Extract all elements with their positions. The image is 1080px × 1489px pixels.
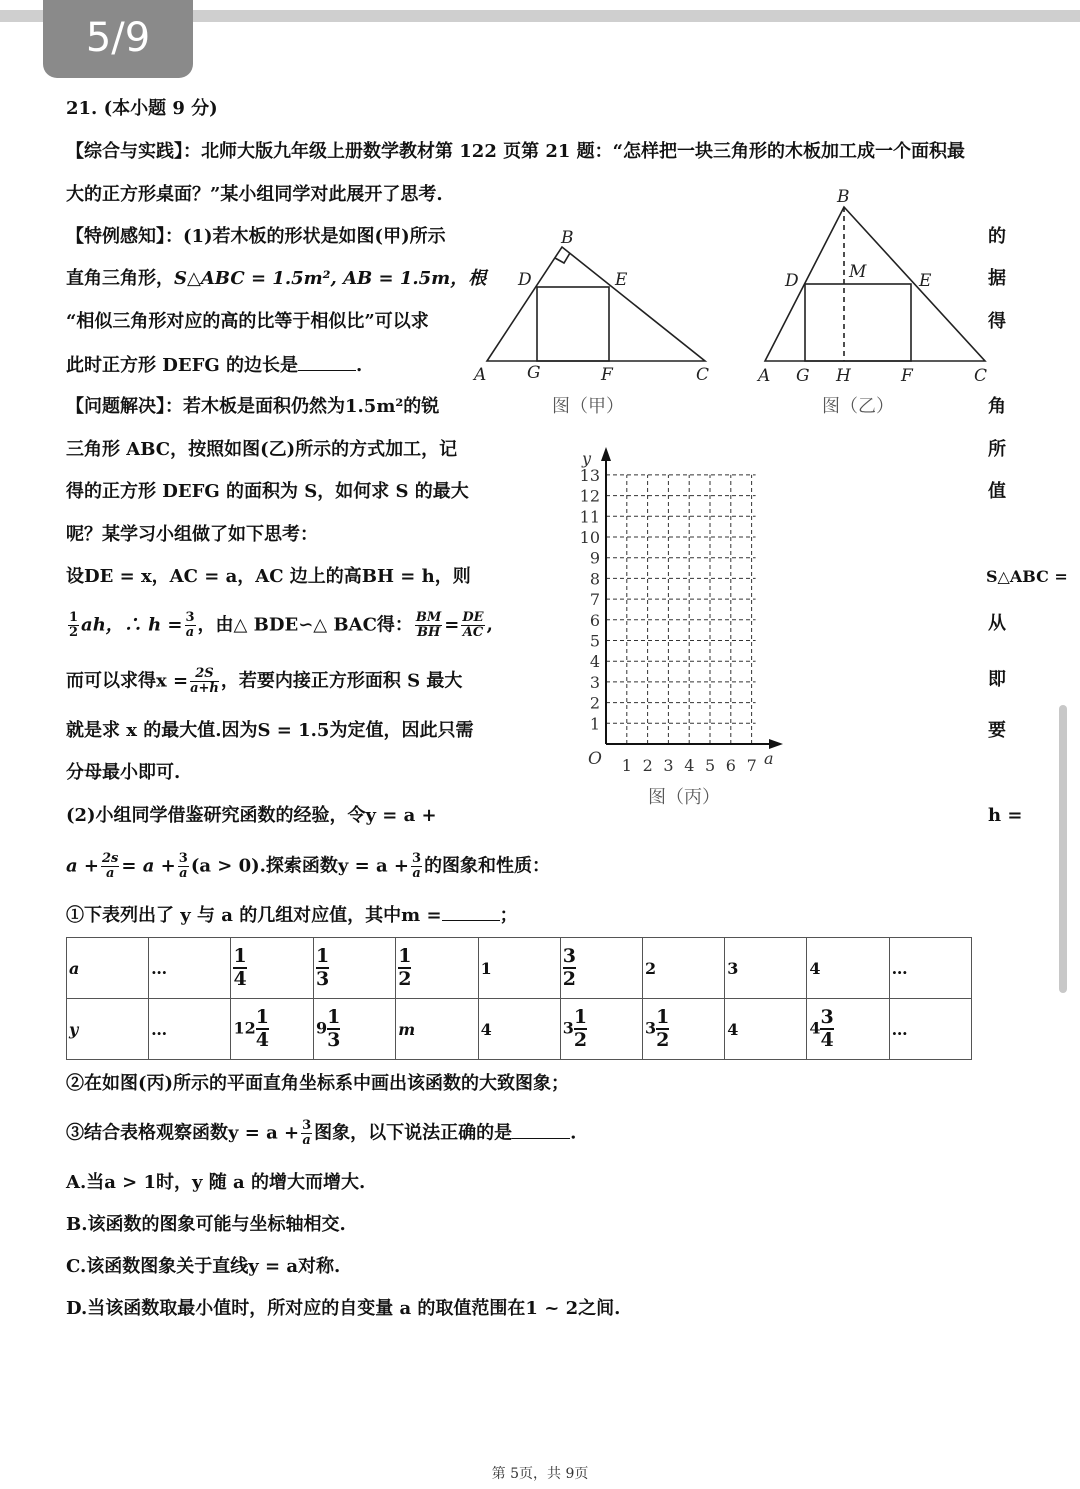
x-tick-label: 6 — [725, 756, 736, 775]
y-tick-label: 4 — [589, 652, 600, 672]
fraction-cell: $\frac{1}{2}$ — [398, 945, 412, 990]
option-b: B.该函数的图象可能与坐标轴相交. — [66, 1214, 346, 1235]
caption-yi: 图（乙） — [822, 396, 894, 417]
y-tick-label: 8 — [589, 569, 600, 589]
fraction-half: $\frac{1}{2}$ — [69, 610, 79, 640]
fraction-3-a-2: $\frac{3}{a}$ — [412, 851, 422, 881]
label-e-jia: E — [615, 270, 628, 290]
question-3-end: . — [570, 1122, 577, 1144]
question-1-text: ①下表列出了 y 与 a 的几组对应值，其中m = — [66, 905, 442, 926]
problem-header: 21. (本小题 9 分) — [66, 98, 218, 119]
table-cell: … — [149, 938, 231, 999]
fraction-x: $\frac{2S}{a+h}$ — [190, 666, 219, 696]
solve-line-3: 得的正方形 DEFG 的面积为 S，如何求 S 的最大 — [66, 481, 469, 502]
table-cell: … — [149, 999, 231, 1060]
solve-line-9: 分母最小即可. — [66, 762, 181, 783]
label-g-jia: G — [527, 363, 541, 383]
label-a-yi: A — [758, 366, 771, 386]
table-cell — [396, 938, 478, 999]
x-tick-label: 5 — [705, 756, 716, 775]
fraction-cell: $\frac{1}{3}$ — [327, 1006, 341, 1051]
label-b-jia: B — [561, 228, 574, 248]
table-cell: m — [396, 999, 478, 1060]
question-3-b: 图象，以下说法正确的是 — [314, 1122, 513, 1144]
table-row — [67, 938, 972, 999]
x-tick-label: 1 — [621, 756, 632, 775]
square-defg-yi — [805, 284, 911, 361]
table-cell: 4 — [725, 999, 807, 1060]
label-c-yi: C — [974, 366, 988, 386]
solve-line-8: 就是求 x 的最大值.因为S = 1.5为定值，因此只需 — [66, 720, 474, 741]
page-footer: 第 5页，共 9页 — [491, 1466, 589, 1482]
case-line-1-tail: 的 — [988, 226, 1006, 247]
x-axis-label: a — [764, 749, 774, 768]
fraction-bm-bh: $\frac{BM}{BH}$ — [415, 610, 442, 640]
y-tick-label: 5 — [589, 631, 600, 651]
table-row — [67, 999, 972, 1060]
question-2: ②在如图(丙)所示的平面直角坐标系中画出该函数的大致图象； — [66, 1073, 570, 1094]
table-cell — [560, 938, 642, 999]
case-line-3: “相似三角形对应的高的比等于相似比”可以求 — [66, 311, 429, 332]
question-1 — [66, 902, 518, 929]
solve-line-6-tail: 从 — [988, 613, 1006, 634]
label-a-jia: A — [474, 365, 487, 385]
y-tick-label: 2 — [589, 693, 600, 713]
solve-line-5-tail: S△ABC = — [986, 567, 1068, 586]
y-tick-label: 13 — [579, 465, 600, 485]
table-cell: 1 — [478, 938, 560, 999]
solve-line-8-tail: 要 — [988, 720, 1006, 741]
solve-line-6-b: ，由△ BDE∽△ BAC得： — [197, 614, 413, 636]
table-cell: … — [889, 999, 971, 1060]
table-cell: 3 — [725, 938, 807, 999]
answer-blank — [512, 1120, 570, 1139]
caption-jia: 图（甲） — [552, 396, 624, 417]
case-line-1: 【特例感知】：(1)若木板的形状是如图(甲)所示 — [66, 226, 446, 247]
fraction-2s-a: $\frac{2s}{a}$ — [102, 851, 119, 881]
label-d-yi: D — [785, 271, 799, 291]
x-tick-label: 4 — [684, 756, 695, 775]
fraction-cell: $\frac{3}{2}$ — [562, 945, 576, 990]
square-defg-jia — [537, 287, 609, 361]
label-b-yi: B — [837, 187, 850, 207]
solve-line-5: 设DE = x，AC = a，AC 边上的高BH = h，则 — [66, 566, 471, 587]
label-f-jia: F — [601, 365, 613, 385]
table-cell: 12 $\frac{1}{4}$ — [231, 999, 314, 1060]
option-a: A.当a > 1时，y 随 a 的增大而增大. — [66, 1172, 366, 1193]
solve-line-3-tail: 值 — [988, 481, 1006, 502]
solve-line-4: 呢？某学习小组做了如下思考： — [66, 524, 318, 545]
question-3-a: ③结合表格观察函数y = a + — [66, 1122, 300, 1144]
fraction-cell: $\frac{1}{2}$ — [656, 1006, 670, 1051]
answer-blank — [442, 902, 500, 921]
option-c: C.该函数图象关于直线y = a对称. — [66, 1256, 341, 1277]
solve-line-6-a: ah，∴ h = — [81, 614, 183, 636]
y-tick-label: 7 — [589, 590, 600, 610]
fraction-3-a: $\frac{3}{a}$ — [178, 851, 188, 881]
part2-line-2-b: = a + — [121, 855, 176, 877]
case-line-3-tail: 得 — [988, 311, 1006, 332]
label-c-jia: C — [696, 365, 710, 385]
figure-jia — [487, 247, 705, 361]
fraction-cell: $\frac{1}{4}$ — [233, 945, 247, 990]
table-cell: a — [67, 938, 149, 999]
solve-line-7-tail: 即 — [988, 669, 1006, 690]
fraction-cell: $\frac{1}{3}$ — [316, 945, 330, 990]
y-tick-label: 1 — [589, 714, 600, 734]
table-cell: 4 — [807, 938, 889, 999]
value-table — [66, 937, 972, 1060]
caption-bing: 图（丙） — [648, 787, 720, 808]
coordinate-grid — [606, 475, 756, 744]
solve-line-6: $\frac{1}{2}$ ah，∴ h = $\frac{3}{a}$ ，由△ BDE∽△ BAC得： $\frac{BM}{BH}$ = $\frac{DE}{AC}$ , — [69, 610, 493, 640]
part2-line-2-c: (a > 0).探索函数y = a + — [190, 855, 410, 877]
solve-line-1: 【问题解决】：若木板是面积仍然为1.5m²的锐 — [66, 396, 440, 417]
page-indicator-badge: 5/9 — [43, 0, 193, 78]
label-m-yi: M — [849, 262, 867, 282]
table-cell: 4 $\frac{3}{4}$ — [807, 999, 889, 1060]
label-h-yi: H — [836, 366, 851, 386]
solve-line-7-a: 而可以求得x = — [66, 670, 189, 692]
case-line-2-a: 直角三角形， — [66, 268, 174, 289]
case-line-4-end: . — [356, 355, 363, 376]
label-g-yi: G — [796, 366, 810, 386]
solve-line-2-tail: 所 — [988, 439, 1006, 460]
y-axis-arrow-icon — [601, 447, 611, 461]
case-line-2-b: S△ABC = 1.5m², AB = 1.5m，根 — [174, 268, 487, 289]
question-3 — [66, 1119, 576, 1148]
case-line-2-tail: 据 — [988, 268, 1006, 289]
x-axis-arrow-icon — [769, 739, 783, 749]
table-cell: 3 $\frac{1}{2}$ — [642, 999, 724, 1060]
part2-line-2-d: 的图象和性质： — [424, 855, 551, 877]
solve-line-7-b: ，若要内接正方形面积 S 最大 — [220, 670, 463, 692]
fraction-cell: $\frac{1}{2}$ — [573, 1006, 588, 1051]
triangle-jia — [487, 247, 705, 361]
y-tick-label: 11 — [579, 507, 600, 527]
fraction-cell: $\frac{1}{4}$ — [255, 1006, 269, 1051]
table-cell: 9 $\frac{1}{3}$ — [314, 999, 396, 1060]
question-1-end: ； — [499, 905, 518, 926]
part2-line-2 — [66, 852, 550, 881]
option-d: D.当该函数取最小值时，所对应的自变量 a 的取值范围在1 ~ 2之间. — [66, 1298, 621, 1319]
table-cell: y — [67, 999, 149, 1060]
fraction-three-over-a: $\frac{3}{a}$ — [185, 610, 195, 640]
origin-label: O — [588, 749, 602, 769]
label-f-yi: F — [901, 366, 913, 386]
case-line-4-text: 此时正方形 DEFG 的边长是 — [66, 355, 299, 376]
table-cell: 4 — [478, 999, 560, 1060]
y-tick-label: 6 — [589, 610, 600, 630]
label-e-yi: E — [919, 271, 932, 291]
y-tick-label: 12 — [579, 486, 600, 506]
table-cell — [231, 938, 314, 999]
part2-line-1: (2)小组同学借鉴研究函数的经验，令y = a + — [66, 805, 437, 826]
y-tick-label: 9 — [589, 548, 600, 568]
solve-line-1-tail: 角 — [988, 396, 1006, 417]
x-tick-label: 3 — [663, 756, 674, 775]
x-tick-label: 2 — [642, 756, 653, 775]
x-tick-label: 7 — [746, 756, 757, 775]
table-cell: … — [889, 938, 971, 999]
label-d-jia: D — [518, 270, 532, 290]
intro-line-2: 大的正方形桌面？”某小组同学对此展开了思考. — [66, 184, 443, 205]
part2-line-1-tail: h = — [988, 805, 1023, 826]
intro-line-1: 【综合与实践】：北师大版九年级上册数学教材第 122 页第 21 题：“怎样把一块三角形的木板加工成一个面积最 — [66, 141, 966, 162]
y-axis-label: y — [582, 449, 592, 468]
solve-line-2: 三角形 ABC，按照如图(乙)所示的方式加工，记 — [66, 439, 458, 460]
part2-line-2-a: a + — [66, 855, 100, 877]
fraction-cell: $\frac{3}{4}$ — [820, 1006, 834, 1051]
fraction-3-a-3: $\frac{3}{a}$ — [302, 1118, 312, 1148]
table-cell — [314, 938, 396, 999]
y-tick-label: 3 — [589, 672, 600, 692]
fraction-de-ac: $\frac{DE}{AC}$ — [462, 610, 484, 640]
table-cell: 3 $\frac{1}{2}$ — [560, 999, 642, 1060]
y-tick-label: 10 — [579, 528, 600, 547]
table-cell: 2 — [642, 938, 724, 999]
